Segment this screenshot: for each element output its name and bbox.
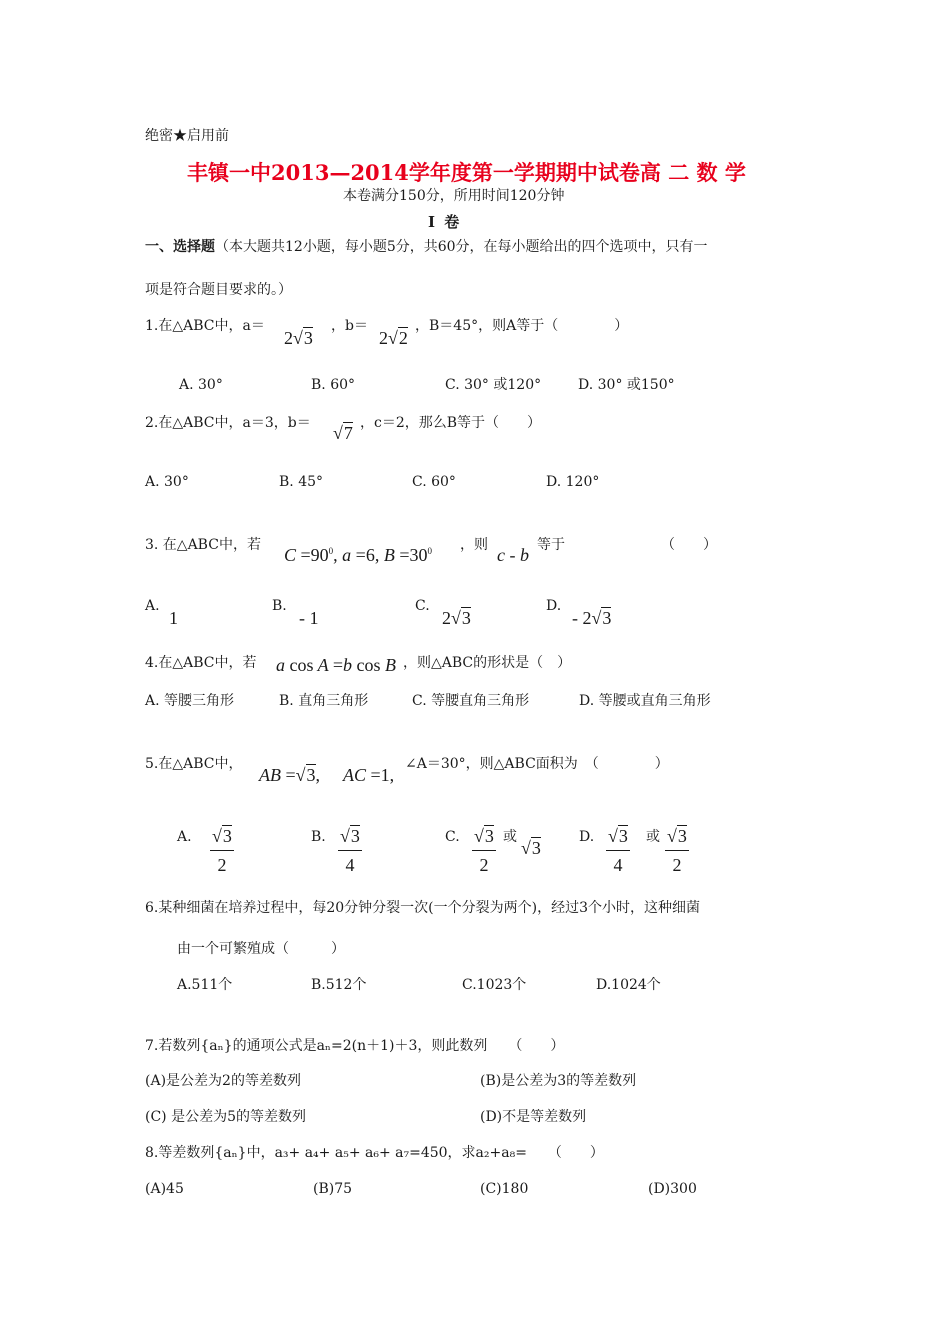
q3-math-a: $C =90^0$, a =6, $B =30^0$ (284, 545, 432, 565)
q1-option-d: D. 30° 或150° (578, 377, 675, 393)
q6-option-c: C.1023个 (462, 977, 527, 993)
q2-option-c: C. 60° (412, 474, 456, 490)
q5-option-d-or: 或 (646, 829, 660, 845)
q5-option-b-letter: B. (311, 829, 326, 845)
q1-math-b: 2√2 (379, 328, 408, 348)
q1-option-c: C. 30° 或120° (445, 377, 542, 393)
q3-option-b-letter: B. (272, 598, 287, 614)
q5-math-b: AC =1, (343, 765, 395, 785)
q8-stem: 8.等差数列{aₙ}中，a₃+ a₄+ a₅+ a₆+ a₇=450，求a₂+a₈= （ ） (145, 1145, 604, 1161)
q5-math-a: AB =√3, (259, 765, 321, 785)
confidential-label: 绝密★启用前 (145, 128, 229, 144)
q1-stem-b: ，b＝ (331, 318, 368, 334)
q4-option-a: A. 等腰三角形 (145, 693, 235, 709)
q5-option-d-letter: D. (579, 829, 595, 845)
q4-option-b: B. 直角三角形 (279, 693, 369, 709)
q5-option-d-fraction-1: $\frac{√3}{4}$ (608, 826, 628, 875)
q8-option-b: (B)75 (313, 1181, 353, 1197)
q6-option-d: D.1024个 (596, 977, 661, 993)
q2-option-a: A. 30° (145, 474, 189, 490)
q2-option-b: B. 45° (279, 474, 324, 490)
q5-option-c-root: √3 (521, 838, 541, 858)
q8-option-c: (C)180 (480, 1181, 529, 1197)
q1-option-b: B. 60° (311, 377, 356, 393)
q3-stem-b: ，则 (460, 537, 488, 553)
q4-stem-a: 4.在△ABC中，若 (145, 655, 257, 671)
q7-option-b: (B)是公差为3的等差数列 (480, 1073, 637, 1089)
q6-option-a: A.511个 (177, 977, 233, 993)
q3-stem-a: 3. 在△ABC中，若 (145, 537, 261, 553)
q1-stem-a: 1.在△ABC中，a＝ (145, 318, 265, 334)
q6-option-b: B.512个 (311, 977, 367, 993)
q3-option-d-letter: D. (546, 598, 562, 614)
q5-option-c-letter: C. (445, 829, 460, 845)
q3-math-b: c - b (497, 545, 529, 565)
q7-option-d: (D)不是等差数列 (480, 1109, 587, 1125)
q5-option-a-value: $\frac{√3}{2}$ (212, 826, 232, 875)
q3-option-b-value: - 1 (299, 608, 319, 628)
q4-option-d: D. 等腰或直角三角形 (579, 693, 711, 709)
q5-option-d-fraction-2: $\frac{√3}{2}$ (667, 826, 687, 875)
q3-option-a-value: 1 (169, 608, 178, 628)
q3-option-c-value: 2√3 (442, 608, 471, 628)
q2-math-a: √7 (333, 423, 353, 443)
q3-option-c-letter: C. (415, 598, 430, 614)
q5-option-b-value: $\frac{√3}{4}$ (340, 826, 360, 875)
q3-option-d-value: - 2√3 (572, 608, 612, 628)
q4-stem-b: ，则△ABC的形状是（ ） (403, 655, 572, 671)
q2-option-d: D. 120° (546, 474, 600, 490)
exam-title: 丰镇一中2013—2014学年度第一学期期中试卷高 二 数 学 (187, 160, 746, 185)
volume-label: I 卷 (428, 213, 462, 231)
q4-math-a: a cos A =b cos B (276, 655, 397, 675)
q2-stem-b: ，c＝2，那么B等于（ ） (360, 415, 542, 431)
q7-stem: 7.若数列{aₙ}的通项公式是aₙ=2(n＋1)＋3，则此数列 （ ） (145, 1038, 565, 1054)
q5-stem-a: 5.在△ABC中， (145, 756, 243, 772)
q5-option-c-fraction: $\frac{√3}{2}$ (474, 826, 494, 875)
q3-answer-paren: （ ） (661, 537, 717, 553)
q5-option-c-or: 或 (503, 829, 517, 845)
q8-option-d: (D)300 (648, 1181, 697, 1197)
exam-subtitle: 本卷满分150分，所用时间120分钟 (343, 188, 565, 204)
q3-stem-c: 等于 (537, 537, 565, 553)
q3-option-a-letter: A. (145, 598, 160, 614)
q1-stem-c: ，B＝45°，则A等于（ ） (415, 318, 629, 334)
q6-stem-line-1: 6.某种细菌在培养过程中，每20分钟分裂一次(一个分裂为两个)，经过3个小时，这种细菌 (145, 900, 701, 916)
q7-option-c: (C) 是公差为5的等差数列 (145, 1109, 306, 1125)
q5-stem-b: ∠A＝30°，则△ABC面积为 （ ） (405, 756, 669, 772)
q6-stem-line-2: 由一个可繁殖成（ ） (177, 941, 345, 957)
q1-math-a: 2√3 (284, 328, 313, 348)
q2-stem-a: 2.在△ABC中，a＝3，b＝ (145, 415, 311, 431)
q4-option-c: C. 等腰直角三角形 (412, 693, 530, 709)
instructions-line-2: 项是符合题目要求的。） (145, 282, 292, 298)
instructions-line-1: （本大题共12小题，每小题5分，共60分，在每小题给出的四个选项中，只有一 (215, 239, 708, 255)
section-heading: 一、选择题 (145, 239, 215, 255)
q7-option-a: (A)是公差为2的等差数列 (145, 1073, 301, 1089)
q1-option-a: A. 30° (179, 377, 223, 393)
q5-option-a-letter: A. (177, 829, 192, 845)
q8-option-a: (A)45 (145, 1181, 184, 1197)
section-instructions (145, 240, 708, 254)
